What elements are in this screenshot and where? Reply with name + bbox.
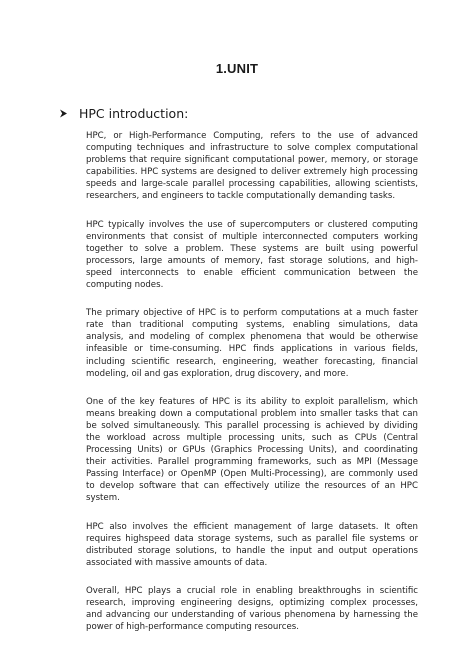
section-heading (58, 106, 188, 121)
page-title: 1.UNIT (215, 61, 259, 76)
paragraph-5: HPC also involves the efficient management of large datasets. It often requires highspeed data storage systems, such as parallel file systems or distributed storage solutions, to handle the input and output operations associated with massive amounts of data. (86, 521, 418, 568)
paragraph-4: One of the key features of HPC is its ability to exploit parallelism, which means breaking down a computational problem into smaller tasks that can be solved simultaneously. This parallel processing is achieved by dividing the workload across multiple processing units, such as CPUs (Central Processing Units) or GPUs (Graphics Processing Units), and coordinating their activities. Parallel programming frameworks, such as MPI (Message Passing Interface) or OpenMP (Open Multi-Processing), are commonly used to develop software that can effectively utilize the resources of an HPC system. (86, 396, 418, 504)
paragraph-1: HPC, or High-Performance Computing, refers to the use of advanced computing techniques and infrastructure to solve complex computational problems that require significant computational power, memory, or storage capabilities. HPC systems are designed to deliver extremely high processing speeds and large-scale parallel processing capabilities, allowing scientists, researchers, and engineers to tackle computationally demanding tasks. (86, 131, 418, 202)
paragraph-3: The primary objective of HPC is to perform computations at a much faster rate than traditional computing systems, enabling simulations, data analysis, and modeling of complex phenomena that would be otherwise infeasible or time-consuming. HPC finds applications in various fields, including scientific research, engineering, weather forecasting, financial modeling, oil and gas exploration, drug discovery, and more. (86, 308, 418, 379)
document-body (86, 130, 418, 649)
arrowhead-bullet-icon (58, 108, 69, 119)
section-heading-text: HPC introduction: (79, 106, 189, 121)
paragraph-2: HPC typically involves the use of supercomputers or clustered computing environments that consist of multiple interconnected computers working together to solve a problem. These systems are built using powerful processors, large amounts of memory, fast storage solutions, and high-speed interconnects to enable efficient communication between the computing nodes. (86, 219, 418, 291)
paragraph-6: Overall, HPC plays a crucial role in enabling breakthroughs in scientific research, improving engineering designs, optimizing complex processes, and advancing our understanding of various phenomena by harnessing the power of high-performance computing resources. (86, 585, 418, 633)
